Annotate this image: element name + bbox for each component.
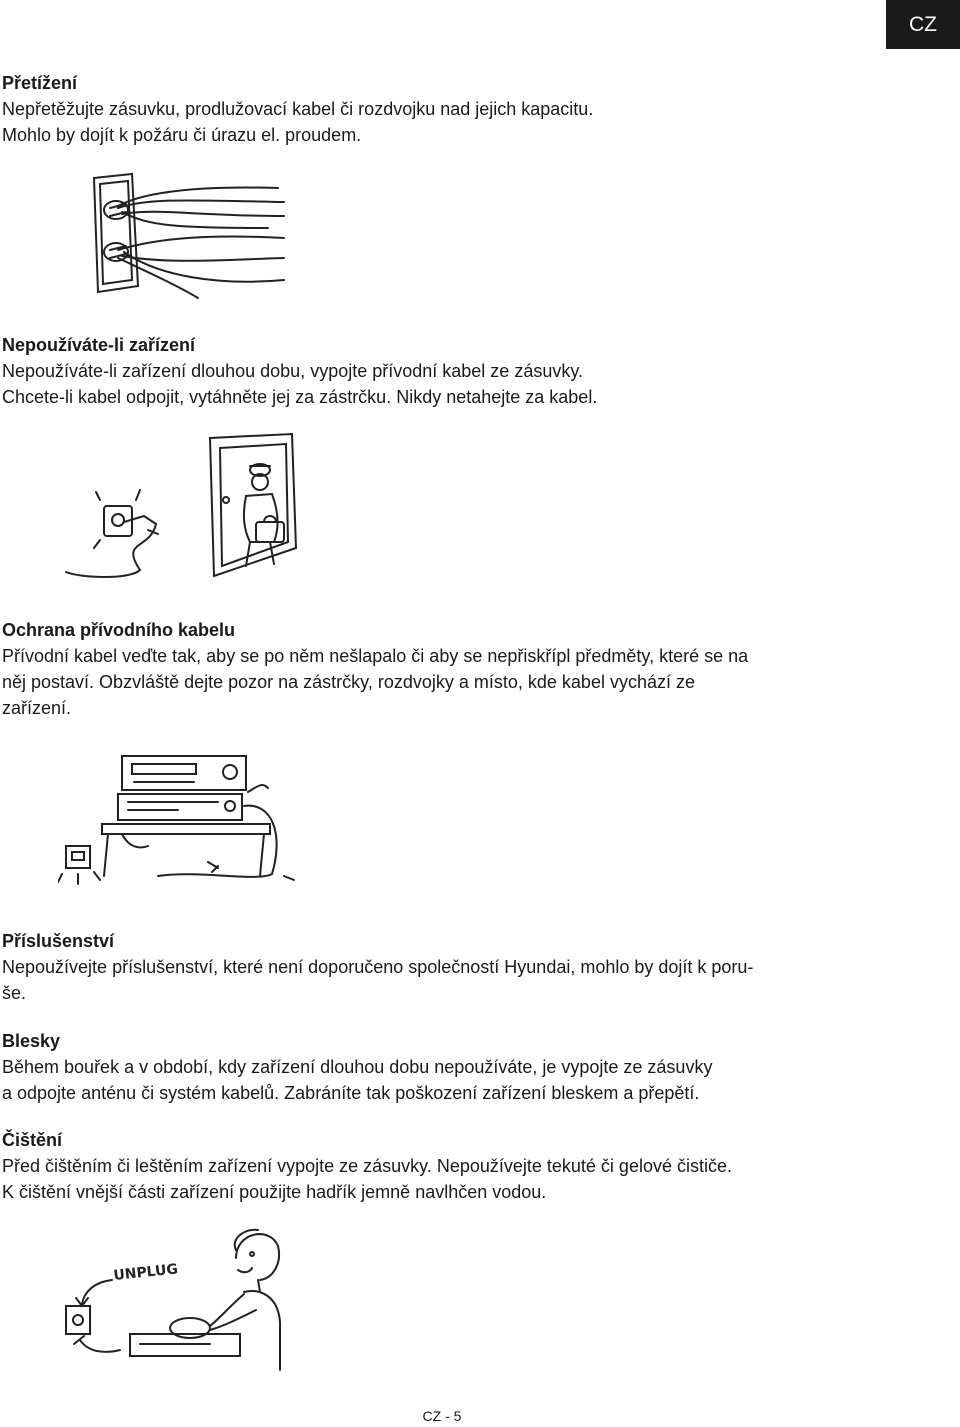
section-unused-device — [2, 332, 882, 410]
section-text: Přívodní kabel veďte tak, aby se po něm nešlapalo či aby se nepřiskřípl předměty, které se na něj postaví. Obzvláště dejte pozor na zástrčky, rozdvojky a místo, kde kabel vychází ze zařízení. — [2, 646, 749, 718]
section-title: Čištění — [2, 1130, 63, 1150]
section-text: Během bouřek a v období, kdy zařízení dlouhou dobu nepoužíváte, je vypojte ze zásuvky a odpojte anténu či systém kabelů. Zabráníte tak poškození zařízení bleskem a přepětí. — [2, 1057, 713, 1103]
stereo-on-cable-illustration — [58, 742, 308, 892]
section-overload — [2, 70, 882, 148]
section-text: Nepřetěžujte zásuvku, prodlužovací kabel či rozdvojku nad jejich kapacitu. Mohlo by dojít k požáru či úrazu el. proudem. — [2, 99, 594, 145]
section-lightning — [2, 1028, 882, 1106]
section-text: Nepoužíváte-li zařízení dlouhou dobu, vypojte přívodní kabel ze zásuvky. Chcete-li kabel odpojit, vytáhněte jej za zástrčku. Nikdy netahejte za kabel. — [2, 361, 598, 407]
section-cable-protection — [2, 617, 882, 721]
section-title: Blesky — [2, 1031, 61, 1051]
section-accessories — [2, 928, 882, 1006]
page-number: CZ - 5 — [422, 1408, 462, 1424]
section-title: Přetížení — [2, 73, 78, 93]
overloaded-outlet-illustration — [88, 168, 288, 303]
section-cleaning — [2, 1127, 882, 1205]
section-title: Ochrana přívodního kabelu — [2, 620, 236, 640]
language-tab: CZ — [886, 0, 960, 49]
cleaning-unplug-illustration — [60, 1222, 285, 1372]
section-text: Nepoužívejte příslušenství, které není doporučeno společností Hyundai, mohlo by dojít k poru- še. — [2, 957, 754, 1003]
section-title: Příslušenství — [2, 931, 115, 951]
section-text: Před čištěním či leštěním zařízení vypojte ze zásuvky. Nepoužívejte tekuté či gelové čističe. K čištění vnější části zařízení použijte hadřík jemně navlhčen vodou. — [2, 1156, 732, 1202]
leaving-home-unplug-illustration — [60, 430, 310, 585]
unplug-label: UNPLUG — [112, 1261, 179, 1284]
section-title: Nepoužíváte-li zařízení — [2, 335, 196, 355]
